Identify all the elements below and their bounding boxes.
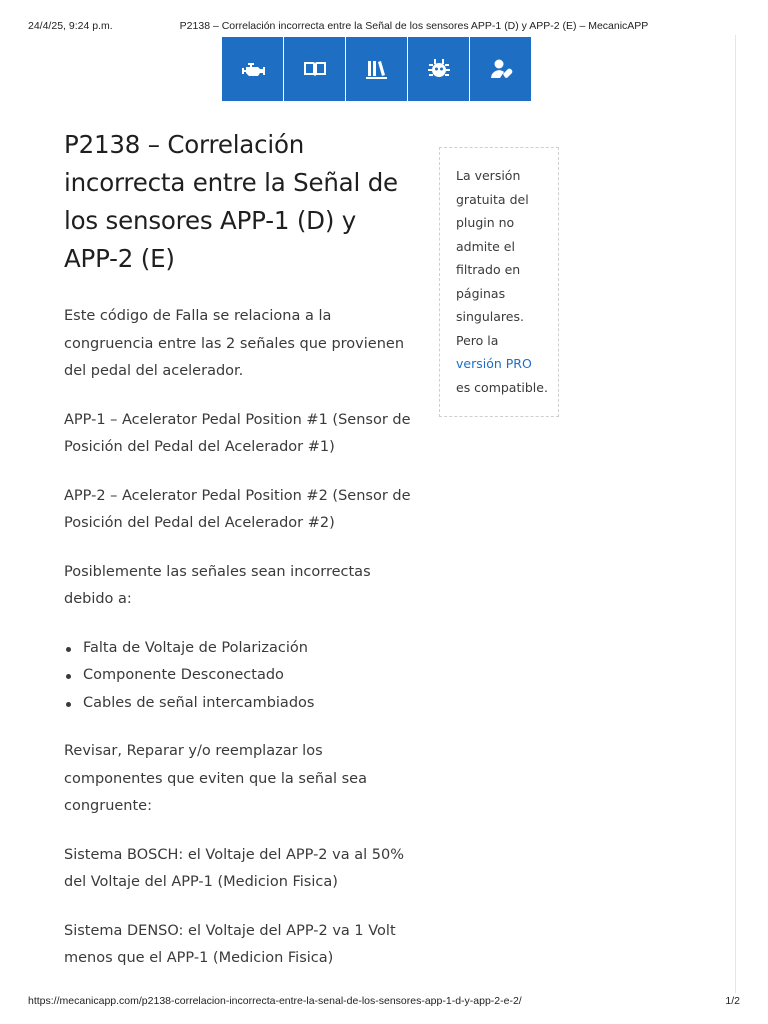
icon-toolbar <box>222 37 531 101</box>
article <box>64 126 414 973</box>
plugin-notice-text <box>456 164 548 399</box>
plugin-notice-box <box>439 147 559 417</box>
causes-list <box>64 635 414 718</box>
open-book-button[interactable] <box>284 37 345 101</box>
app2-paragraph: APP-2 – Acelerator Pedal Position #2 (Sensor de Posición del Pedal del Acelerador #2) <box>64 487 411 531</box>
notice-text-before: La versión gratuita del plugin no admite el filtrado en páginas singulares. Pero la <box>456 168 529 348</box>
action-paragraph: Revisar, Reparar y/o reemplazar los componentes que eviten que la señal sea congruente: <box>64 743 367 814</box>
engine-button[interactable] <box>222 37 283 101</box>
list-item: Cables de señal intercambiados <box>64 690 414 718</box>
bug-button[interactable] <box>408 37 469 101</box>
open-book-icon <box>301 55 329 83</box>
print-url: https://mecanicapp.com/p2138-correlacion-incorrecta-entre-la-senal-de-los-sensores-app-1-d-y-app-2-e-2/ <box>28 995 522 1007</box>
print-page-title: P2138 – Correlación incorrecta entre la Señal de los sensores APP-1 (D) y APP-2 (E) – MecanicAPP <box>179 20 649 32</box>
print-date: 24/4/25, 9:24 p.m. <box>28 20 113 32</box>
bosch-paragraph: Sistema BOSCH: el Voltaje del APP-2 va al 50% del Voltaje del APP-1 (Medicion Fisica) <box>64 846 404 890</box>
app1-paragraph: APP-1 – Acelerator Pedal Position #1 (Sensor de Posición del Pedal del Acelerador #1) <box>64 411 411 455</box>
print-footer <box>28 995 740 1009</box>
intro-paragraph: Este código de Falla se relaciona a la congruencia entre las 2 señales que provienen del pedal del acelerador. <box>64 308 405 379</box>
causes-intro-paragraph: Posiblemente las señales sean incorrectas debido a: <box>64 563 371 607</box>
pro-version-link[interactable]: versión PRO <box>456 356 532 371</box>
article-heading: P2138 – Correlación incorrecta entre la Señal de los sensores APP-1 (D) y APP-2 (E) <box>64 130 398 273</box>
bug-icon <box>425 55 453 83</box>
mechanic-user-button[interactable] <box>470 37 531 101</box>
list-item: Componente Desconectado <box>64 662 414 690</box>
notice-text-after: es compatible. <box>456 379 548 395</box>
page-counter: 1/2 <box>725 995 740 1007</box>
bookshelf-icon <box>363 55 391 83</box>
mechanic-user-icon <box>487 55 515 83</box>
bookshelf-button[interactable] <box>346 37 407 101</box>
engine-icon <box>239 55 267 83</box>
list-item: Falta de Voltaje de Polarización <box>64 635 414 663</box>
print-header <box>28 20 740 34</box>
denso-paragraph: Sistema DENSO: el Voltaje del APP-2 va 1 Volt menos que el APP-1 (Medicion Fisica) <box>64 922 396 966</box>
